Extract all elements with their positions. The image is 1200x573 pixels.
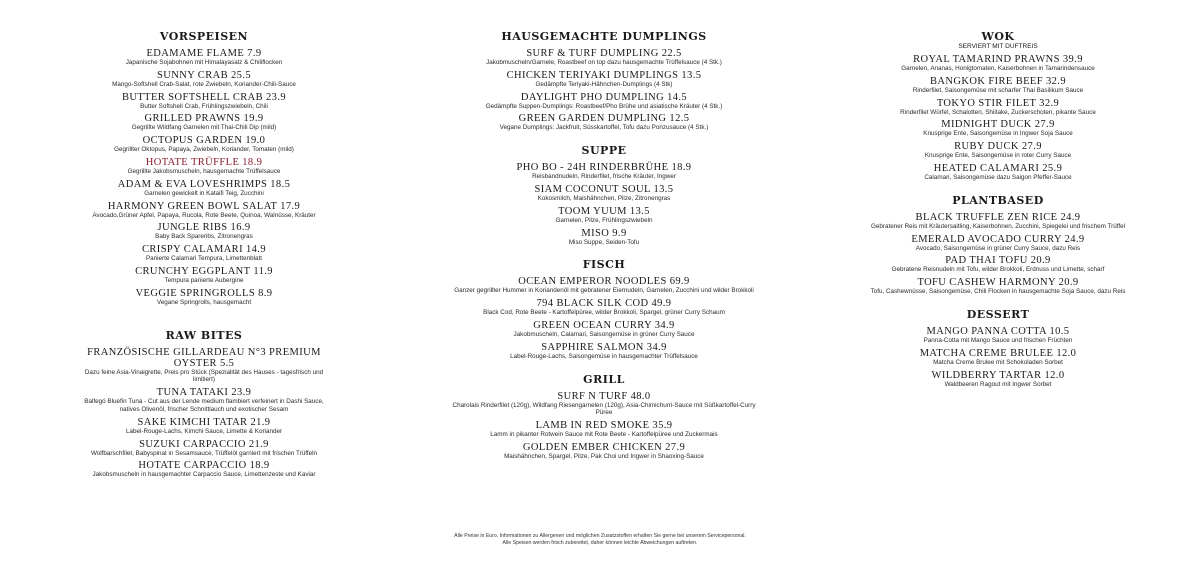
menu-item xyxy=(448,276,760,295)
menu-item-name: OCEAN EMPEROR NOODLES 69.9 xyxy=(518,276,690,288)
menu-item-description: Label-Rouge-Lachs, Saisongemüse in hausgemachter Trüffelsauce xyxy=(510,352,698,360)
menu-item-description: Balfegó Bluefin Tuna - Cut aus der Lende medium flambiert verfeinert in Dashi Sauce, natives Olivenöl, frischer Schnittlauch und exotischer Sesam xyxy=(84,398,324,413)
menu-column-center xyxy=(448,30,760,467)
menu-item xyxy=(862,277,1134,296)
menu-item-description: Japanische Sojabohnen mit Himalayasalz & Chiliflocken xyxy=(125,59,283,66)
menu-item-name: BUTTER SOFTSHELL CRAB 23.9 xyxy=(121,91,287,103)
menu-item xyxy=(448,342,760,361)
menu-section-grill xyxy=(448,373,760,461)
menu-item-description: Avocado, Saisongemüse in grüner Curry Sauce, dazu Reis xyxy=(915,244,1081,252)
menu-item xyxy=(78,266,330,285)
menu-item xyxy=(78,48,330,67)
menu-item xyxy=(448,298,760,317)
menu-item-name: OCTOPUS GARDEN 19.0 xyxy=(142,135,266,147)
menu-item-description: Garnelen, Ananas, Honigtomaten, Kaiserbohnen in Tamarindensauce xyxy=(901,65,1095,72)
menu-item xyxy=(448,184,760,203)
menu-item-name: SURF N TURF 48.0 xyxy=(557,390,651,402)
menu-item-description: Gebratene Reisnudeln mit Tofu, wilder Brokkoli, Erdnuss und Limette, scharf xyxy=(891,266,1105,274)
menu-item-description: Kokosmilch, Maishähnchen, Pilze, Zitronengras xyxy=(537,194,671,202)
menu-item-name: SIAM COCONUT SOUL 13.5 xyxy=(534,183,674,195)
menu-item xyxy=(78,222,330,241)
menu-item-name: ROYAL TAMARIND PRAWNS 39.9 xyxy=(913,54,1083,65)
menu-item-name: MISO 9.9 xyxy=(581,227,627,239)
menu-item xyxy=(862,76,1134,95)
menu-item-name: SURF & TURF DUMPLING 22.5 xyxy=(526,48,682,59)
menu-item-name: ADAM & EVA LOVESHRIMPS 18.5 xyxy=(117,178,291,190)
menu-section-plantbased xyxy=(862,194,1134,296)
menu-item-description: Charolais Rinderfilet (120g), Wildfang Riesengarnelen (120g), Asia-Chimichurri-Sauce mit Süßkartoffel-Curry Püree xyxy=(452,401,756,417)
menu-item xyxy=(862,119,1134,138)
menu-section-suppe xyxy=(448,144,760,246)
menu-item-name: BLACK TRUFFLE ZEN RICE 24.9 xyxy=(915,211,1081,223)
menu-item-name: BANGKOK FIRE BEEF 32.9 xyxy=(930,75,1066,87)
menu-item xyxy=(448,391,760,418)
menu-item-name: HARMONY GREEN BOWL SALAT 17.9 xyxy=(107,200,301,212)
menu-column-right xyxy=(862,30,1134,394)
menu-item xyxy=(862,98,1134,117)
menu-item xyxy=(78,244,330,263)
section-title: WOK xyxy=(981,30,1015,43)
menu-item-name: FRANZÖSISCHE GILLARDEAU N°3 PREMIUM OYSTER 5.5 xyxy=(87,346,321,369)
menu-item xyxy=(78,113,330,132)
menu-item-name: PAD THAI TOFU 20.9 xyxy=(945,255,1051,267)
menu-item xyxy=(448,420,760,439)
footer-line-2: Alle Speisen werden frisch zubereitet, daher können leichte Abweichungen auftreten. xyxy=(502,540,698,546)
menu-item-description: Matcha Creme Brulee mit Schokoladen Sorbet xyxy=(933,358,1063,366)
menu-item-description: Jakobsmuscheln in hausgemachter Carpaccio Sauce, Limettenzeste und Kaviar xyxy=(92,471,316,479)
menu-item-name: CRISPY CALAMARI 14.9 xyxy=(141,244,266,256)
menu-item xyxy=(862,163,1134,182)
menu-item-description: Maishähnchen, Spargel, Pilze, Pak Choi und Ingwer in Shaoxing-Sauce xyxy=(504,452,704,460)
menu-item-description: Mango-Softshell Crab-Salat, rote Zwiebeln, Koriander-Chili-Sauce xyxy=(112,80,296,88)
menu-item-description: Rinderfilet, Saisongemüse mit scharfer Thai Basilikum Sauce xyxy=(912,86,1084,94)
menu-item-name: VEGGIE SPRINGROLLS 8.9 xyxy=(135,287,273,299)
menu-item-description: Vegane Springrolls, hausgemacht xyxy=(156,298,252,306)
menu-item-name: LAMB IN RED SMOKE 35.9 xyxy=(535,420,673,432)
section-title: FISCH xyxy=(582,258,626,272)
menu-item-name: CRUNCHY EGGPLANT 11.9 xyxy=(135,265,273,277)
menu-item xyxy=(78,179,330,198)
menu-item-name: SAPPHIRE SALMON 34.9 xyxy=(541,341,667,353)
menu-item-description: Dazu feine Asia-Vinaigrette, Preis pro Stück (Spezialität des Hauses - tagesfrisch und limitiert) xyxy=(84,368,324,384)
menu-item-name: CHICKEN TERIYAKI DUMPLINGS 13.5 xyxy=(506,69,702,81)
menu-item xyxy=(448,70,760,89)
menu-item-name: SAKE KIMCHI TATAR 21.9 xyxy=(137,416,271,428)
menu-item-name: DAYLIGHT PHO DUMPLING 14.5 xyxy=(520,91,688,103)
menu-item xyxy=(78,92,330,111)
menu-item-name: EMERALD AVOCADO CURRY 24.9 xyxy=(911,233,1085,245)
section-title: VORSPEISEN xyxy=(159,30,249,43)
menu-section-vorspeisen xyxy=(78,30,330,307)
menu-item xyxy=(78,135,330,154)
menu-item xyxy=(78,439,330,458)
menu-item-description: Garnelen gewickelt in Kataifi Teig, Zucchini xyxy=(144,189,264,197)
menu-item xyxy=(448,228,760,247)
menu-section-dessert xyxy=(862,308,1134,388)
menu-item xyxy=(448,206,760,225)
menu-item-name: GREEN GARDEN DUMPLING 12.5 xyxy=(518,113,690,125)
menu-item xyxy=(448,113,760,132)
menu-item-description: Vegane Dumplings: Jackfruit, Süsskartoffel, Tofu dazu Ponzusauce (4 Stk.) xyxy=(499,124,709,132)
menu-item-name: EDAMAME FLAME 7.9 xyxy=(146,48,262,59)
menu-item-name: TOOM YUUM 13.5 xyxy=(558,205,650,217)
menu-item xyxy=(78,70,330,89)
menu-item-name: GREEN OCEAN CURRY 34.9 xyxy=(533,319,675,331)
menu-item-name: PHO BO - 24H RINDERBRÜHE 18.9 xyxy=(516,162,692,174)
section-title: PLANTBASED xyxy=(952,193,1044,207)
menu-column-left xyxy=(78,30,330,485)
menu-section-hausgemachte-dumplings xyxy=(448,30,760,132)
menu-item-name: RUBY DUCK 27.9 xyxy=(954,141,1042,153)
section-subtitle: SERVIERT MIT DUFTREIS xyxy=(958,43,1038,50)
menu-item-description: Jakobmuscheln, Calamari, Saisongemüse in grüner Curry Sauce xyxy=(513,330,695,338)
menu-item xyxy=(862,255,1134,274)
menu-item-name: SUNNY CRAB 25.5 xyxy=(157,69,251,81)
menu-item xyxy=(862,370,1134,389)
menu-item xyxy=(862,348,1134,367)
menu-item-name: HEATED CALAMARI 25.9 xyxy=(933,162,1063,174)
menu-item-name: SUZUKI CARPACCIO 21.9 xyxy=(139,438,269,450)
section-title: HAUSGEMACHTE DUMPLINGS xyxy=(501,30,707,43)
menu-item-description: Lamm in pikanter Rotwein Sauce mit Rote Beete - Kartoffelpüree und Zuckermais xyxy=(490,431,718,439)
menu-item-description: Jakobmuscheln/Garnele, Roastbeef on top dazu hausgemachte Trüffelsauce (4 Stk.) xyxy=(486,59,722,66)
section-title: SUPPE xyxy=(581,144,627,158)
menu-item-description: Gedämpfte Suppen-Dumplings: Roastbeef/Pho Brühe und asiatische Kräuter (4 Stk.) xyxy=(485,102,723,110)
menu-item-description: Garnelen, Pilze, Frühlingszwiebeln xyxy=(555,216,653,224)
section-title: GRILL xyxy=(583,372,625,386)
menu-item xyxy=(448,320,760,339)
menu-item-description: Gegrillte Wildfang Garnelen mit Thai-Chili Dip (mild) xyxy=(131,124,277,132)
menu-item xyxy=(78,347,330,385)
menu-item-description: Gegrillte Jakobsmuscheln, hausgemachte Trüffelsauce xyxy=(127,167,281,175)
menu-item-name: 794 BLACK SILK COD 49.9 xyxy=(536,298,672,310)
menu-section-wok xyxy=(862,30,1134,182)
menu-item-name: TUNA TATAKI 23.9 xyxy=(156,387,252,399)
menu-item-name: GOLDEN EMBER CHICKEN 27.9 xyxy=(522,441,686,453)
menu-item xyxy=(862,212,1134,231)
menu-item-description: Gebratener Reis mit Kräutersaitling, Kaiserbohnen, Zucchini, Spiegelei und frischem Trüffel xyxy=(871,222,1125,230)
menu-item-name: TOKYO STIR FILET 32.9 xyxy=(936,97,1060,109)
menu-item-description: Tofu, Cashewnüsse, Saisongemüse, Chili Flocken in hausgemachte Soja Sauce, dazu Reis xyxy=(870,288,1126,296)
menu-item-description: Miso Suppe, Seiden-Tofu xyxy=(568,238,640,246)
menu-item xyxy=(862,141,1134,160)
menu-item xyxy=(448,92,760,111)
menu-item xyxy=(78,201,330,220)
menu-item-description: Wolfbarschfilet, Babyspinat in Sesamsauce, Trüffelöl garniert mit frischen Trüffeln xyxy=(90,449,318,457)
menu-item-description: Calamari, Saisongemüse dazu Saigon Pfeffer-Sauce xyxy=(924,173,1072,181)
menu-item xyxy=(78,387,330,414)
menu-item xyxy=(862,54,1134,73)
menu-item xyxy=(78,460,330,479)
menu-item-description: Panierte Calamari Tempura, Limettenblatt xyxy=(145,255,263,263)
section-title: DESSERT xyxy=(966,307,1030,321)
menu-item xyxy=(78,157,330,176)
menu-item-description: Rinderfilet Würfel, Schalotten, Shiitake, Zuckerschoten, pikante Sauce xyxy=(900,108,1096,116)
menu-item xyxy=(862,326,1134,345)
menu-item-name: HOTATE CARPACCIO 18.9 xyxy=(138,460,270,472)
menu-section-fisch xyxy=(448,258,760,360)
menu-item-description: Butter Softshell Crab, Frühlingszwiebeln, Chili xyxy=(140,102,268,110)
menu-item xyxy=(78,288,330,307)
section-title: RAW BITES xyxy=(165,328,243,342)
footer-line-1: Alle Preise in Euro. Informationen zu Allergenen und möglichen Zusatzstoffen erhalten Sie gerne bei unserem Servicepersonal. xyxy=(454,533,746,539)
menu-item-description: Tempura panierte Aubergine xyxy=(164,276,244,284)
menu-item-description: Baby Back Spareribs, Zitronengras xyxy=(155,233,253,241)
menu-item-description: Gegrillter Oktopus, Papaya, Zwiebeln, Koriander, Tomaten (mild) xyxy=(114,146,294,154)
menu-item-name: WILDBERRY TARTAR 12.0 xyxy=(931,369,1065,381)
menu-item-name: TOFU CASHEW HARMONY 20.9 xyxy=(917,277,1079,289)
menu-item-description: Black Cod, Rote Beete - Kartoffelpüree, wilder Brokkoli, Spargel, grüner Curry Schaum xyxy=(483,309,725,317)
menu-item-description: Reisbandnudeln, Rinderfilet, frische Kräuter, Ingwer xyxy=(532,173,676,181)
footer-note xyxy=(440,533,760,547)
menu-item-name: GRILLED PRAWNS 19.9 xyxy=(144,113,264,125)
menu-item-description: Knusprige Ente, Saisongemüse in Ingwer Soja Sauce xyxy=(923,130,1073,138)
menu-item-description: Avocado,Grüner Apfel, Papaya, Rucola, Rote Beete, Quinoa, Walnüsse, Kräuter xyxy=(92,211,316,219)
menu-item xyxy=(448,442,760,461)
menu-item-name: MANGO PANNA COTTA 10.5 xyxy=(926,325,1070,337)
menu-item-description: Ganzer gegrillter Hummer in Koriandenöl mit gebratener Eiernudeln, Garnelen, Zucchini und wilder Brokkoli xyxy=(454,287,754,295)
menu-item xyxy=(448,162,760,181)
menu-item-description: Label-Rouge-Lachs, Kimchi Sauce, Limette & Koriander xyxy=(125,427,283,435)
menu-item-description: Waldbeeren Ragout mit Ingwer Sorbet xyxy=(944,380,1052,388)
menu-item-name: JUNGLE RIBS 16.9 xyxy=(157,222,251,234)
menu-item-name: MIDNIGHT DUCK 27.9 xyxy=(941,119,1055,131)
menu-item-description: Knusprige Ente, Saisongemüse in roter Curry Sauce xyxy=(924,152,1072,160)
menu-item-description: Panna-Cotta mit Mango Sauce und frischen Früchten xyxy=(923,336,1073,344)
menu-item-name: MATCHA CREME BRULEE 12.0 xyxy=(919,347,1077,359)
menu-item xyxy=(78,417,330,436)
menu-section-raw-bites xyxy=(78,329,330,480)
menu-item xyxy=(448,48,760,67)
menu-item-name: HOTATE TRÜFFLE 18.9 xyxy=(145,156,263,168)
menu-item xyxy=(862,234,1134,253)
menu-item-description: Gedämpfte Teriyaki-Hähnchen-Dumplings (4 Stk) xyxy=(535,80,673,88)
